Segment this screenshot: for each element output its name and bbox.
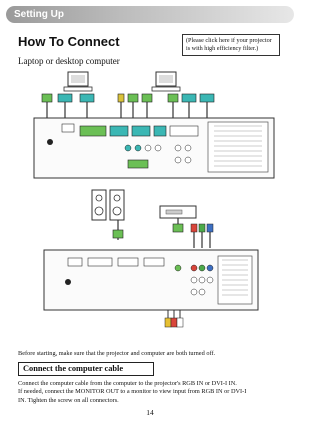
page-title: How To Connect	[18, 34, 120, 49]
connection-diagram	[28, 68, 280, 344]
top-cables	[47, 102, 207, 120]
projector-top	[34, 118, 274, 178]
body-line-2: If needed, connect the MONITOR OUT to a monitor to view input from RGB IN or DVI-I	[18, 388, 247, 396]
top-connector-row	[42, 94, 214, 102]
video-player-icon	[160, 206, 196, 218]
body-line-3: IN. Tighten the screw on all connectors.	[18, 396, 119, 404]
body-text	[18, 380, 286, 405]
section-title: Connect the computer cable	[18, 362, 154, 376]
subtitle: Laptop or desktop computer	[18, 56, 120, 66]
header-label: Setting Up	[14, 9, 64, 20]
high-efficiency-filter-link[interactable]: (Please click here if your projector is with high efficiency filter.)	[182, 34, 280, 56]
middle-cables	[118, 218, 210, 248]
speakers-icon	[92, 190, 124, 220]
desktop-computer-right-icon	[152, 72, 180, 91]
bottom-rca-connectors	[165, 310, 183, 327]
page-number: 14	[146, 408, 154, 417]
body-line-1: Connect the computer cable from the computer to the projector's RGB IN or DVI-I IN.	[18, 380, 237, 387]
middle-connectors	[113, 224, 213, 238]
projector-bottom	[44, 250, 258, 310]
intro-text: Before starting, make sure that the projector and computer are both turned off.	[18, 350, 216, 357]
header-band	[0, 0, 300, 26]
desktop-computer-left-icon	[64, 72, 92, 91]
